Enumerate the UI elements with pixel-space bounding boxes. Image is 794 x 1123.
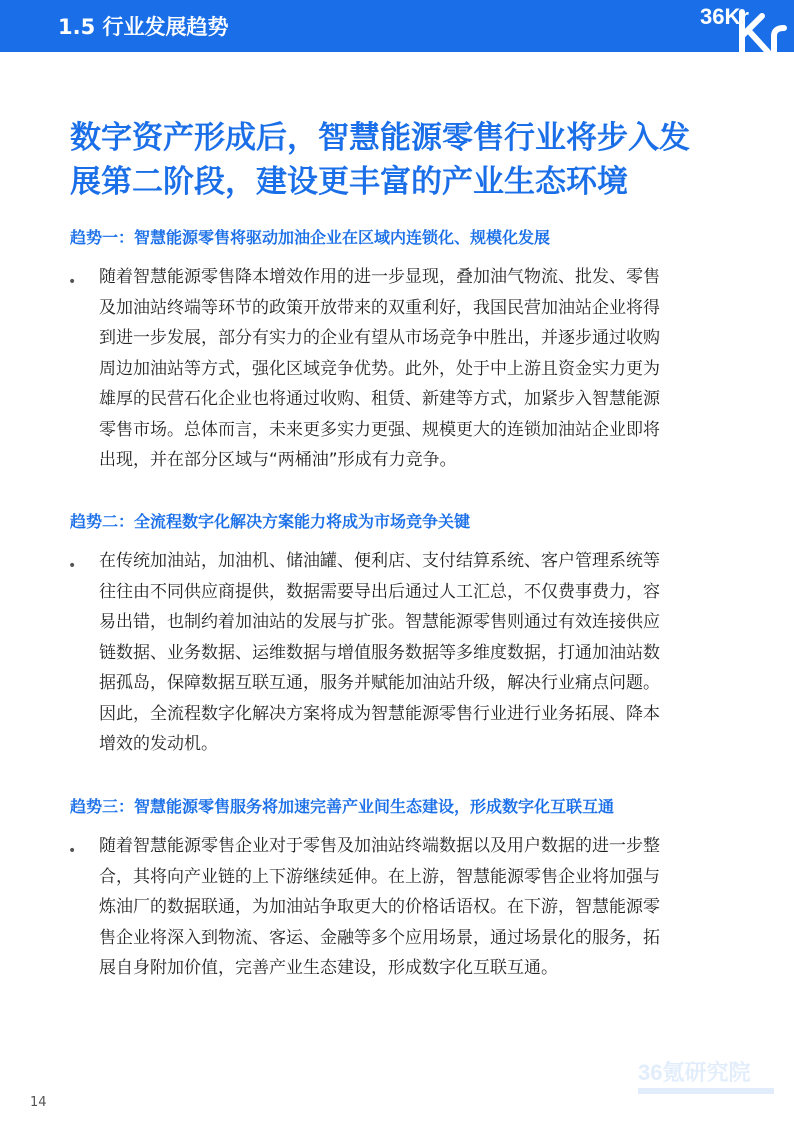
trend-1-line: 零售市场。总体而言，未来更多实力更强、规模更大的连锁加油站企业即将: [99, 419, 660, 440]
trend-3-line: 随着智慧能源零售企业对于零售及加油站终端数据以及用户数据的进一步整: [99, 836, 660, 856]
trend-2-line: 在传统加油站，加油机、储油罐、便利店、支付结算系统、客户管理系统等: [99, 551, 660, 571]
trend-2-paragraph: [99, 546, 725, 760]
trend-1-line: 到进一步发展，部分有实力的企业有望从市场竞争中胜出，并逐步通过收购: [99, 328, 660, 348]
section-title: 1.5 行业发展趋势: [58, 15, 229, 39]
trend-2-line: 因此，全流程数字化解决方案将成为智慧能源零售行业进行业务拓展、降本: [99, 703, 660, 724]
trend-1-line: 雄厚的民营石化企业也将通过收购、租赁、新建等方式，加紧步入智慧能源: [99, 389, 660, 409]
watermark-text: 36氪研究院: [638, 1060, 751, 1085]
trend-2-heading: 趋势二：全流程数字化解决方案能力将成为市场竞争关键: [70, 512, 471, 531]
trend-3-bullet: •: [68, 843, 77, 859]
trend-1-line: 周边加油站等方式，强化区域竞争优势。此外，处于中上游且资金实力更为: [99, 358, 660, 379]
trend-3-line: 合，其将向产业链的上下游继续延伸。在上游，智慧能源零售企业将加强与: [99, 866, 660, 887]
page-number: 14: [30, 1095, 47, 1110]
trend-3-line: 炼油厂的数据联通，为加油站争取更大的价格话语权。在下游，智慧能源零: [99, 897, 660, 917]
trend-1-paragraph: [99, 262, 725, 476]
headline: [70, 116, 740, 204]
trend-3-line: 展自身附加价值，完善产业生态建设，形成数字化互联互通。: [99, 958, 558, 978]
trend-2-line: 据孤岛，保障数据互联互通，服务并赋能加油站升级，解决行业痛点问题。: [99, 673, 660, 693]
trend-2-line: 易出错，也制约着加油站的发展与扩张。智慧能源零售则通过有效连接供应: [99, 612, 660, 632]
trend-1-line: 出现，并在部分区域与“两桶油”形成有力竞争。: [99, 450, 457, 470]
trend-1-bullet: •: [68, 274, 77, 290]
trend-1-line: 随着智慧能源零售降本增效作用的进一步显现，叠加油气物流、批发、零售: [99, 267, 660, 287]
watermark-logo: [634, 1056, 780, 1106]
logo-text: 36Kr: [700, 4, 749, 29]
trend-1-heading: 趋势一：智慧能源零售将驱动加油企业在区域内连锁化、规模化发展: [70, 228, 551, 247]
trend-2-line: 往往由不同供应商提供，数据需要导出后通过人工汇总，不仅费事费力，容: [99, 581, 660, 602]
headline-line-1: 数字资产形成后，智慧能源零售行业将步入发: [70, 120, 690, 156]
trend-1-line: 及加油站终端等环节的政策开放带来的双重利好，我国民营加油站企业将得: [99, 297, 660, 318]
trend-2-bullet: •: [68, 558, 77, 574]
trend-3-line: 售企业将深入到物流、客运、金融等多个应用场景，通过场景化的服务，拓: [99, 927, 660, 948]
36kr-logo-icon: [692, 0, 794, 52]
headline-line-2: 展第二阶段，建设更丰富的产业生态环境: [70, 164, 628, 200]
trend-2-line: 链数据、业务数据、运维数据与增值服务数据等多维度数据，打通加油站数: [99, 642, 660, 663]
trend-2-line: 增效的发动机。: [99, 734, 218, 754]
header-bar: [0, 0, 794, 52]
trend-3-heading: 趋势三：智慧能源零售服务将加速完善产业间生态建设，形成数字化互联互通: [70, 797, 615, 816]
trend-3-paragraph: [99, 831, 725, 984]
